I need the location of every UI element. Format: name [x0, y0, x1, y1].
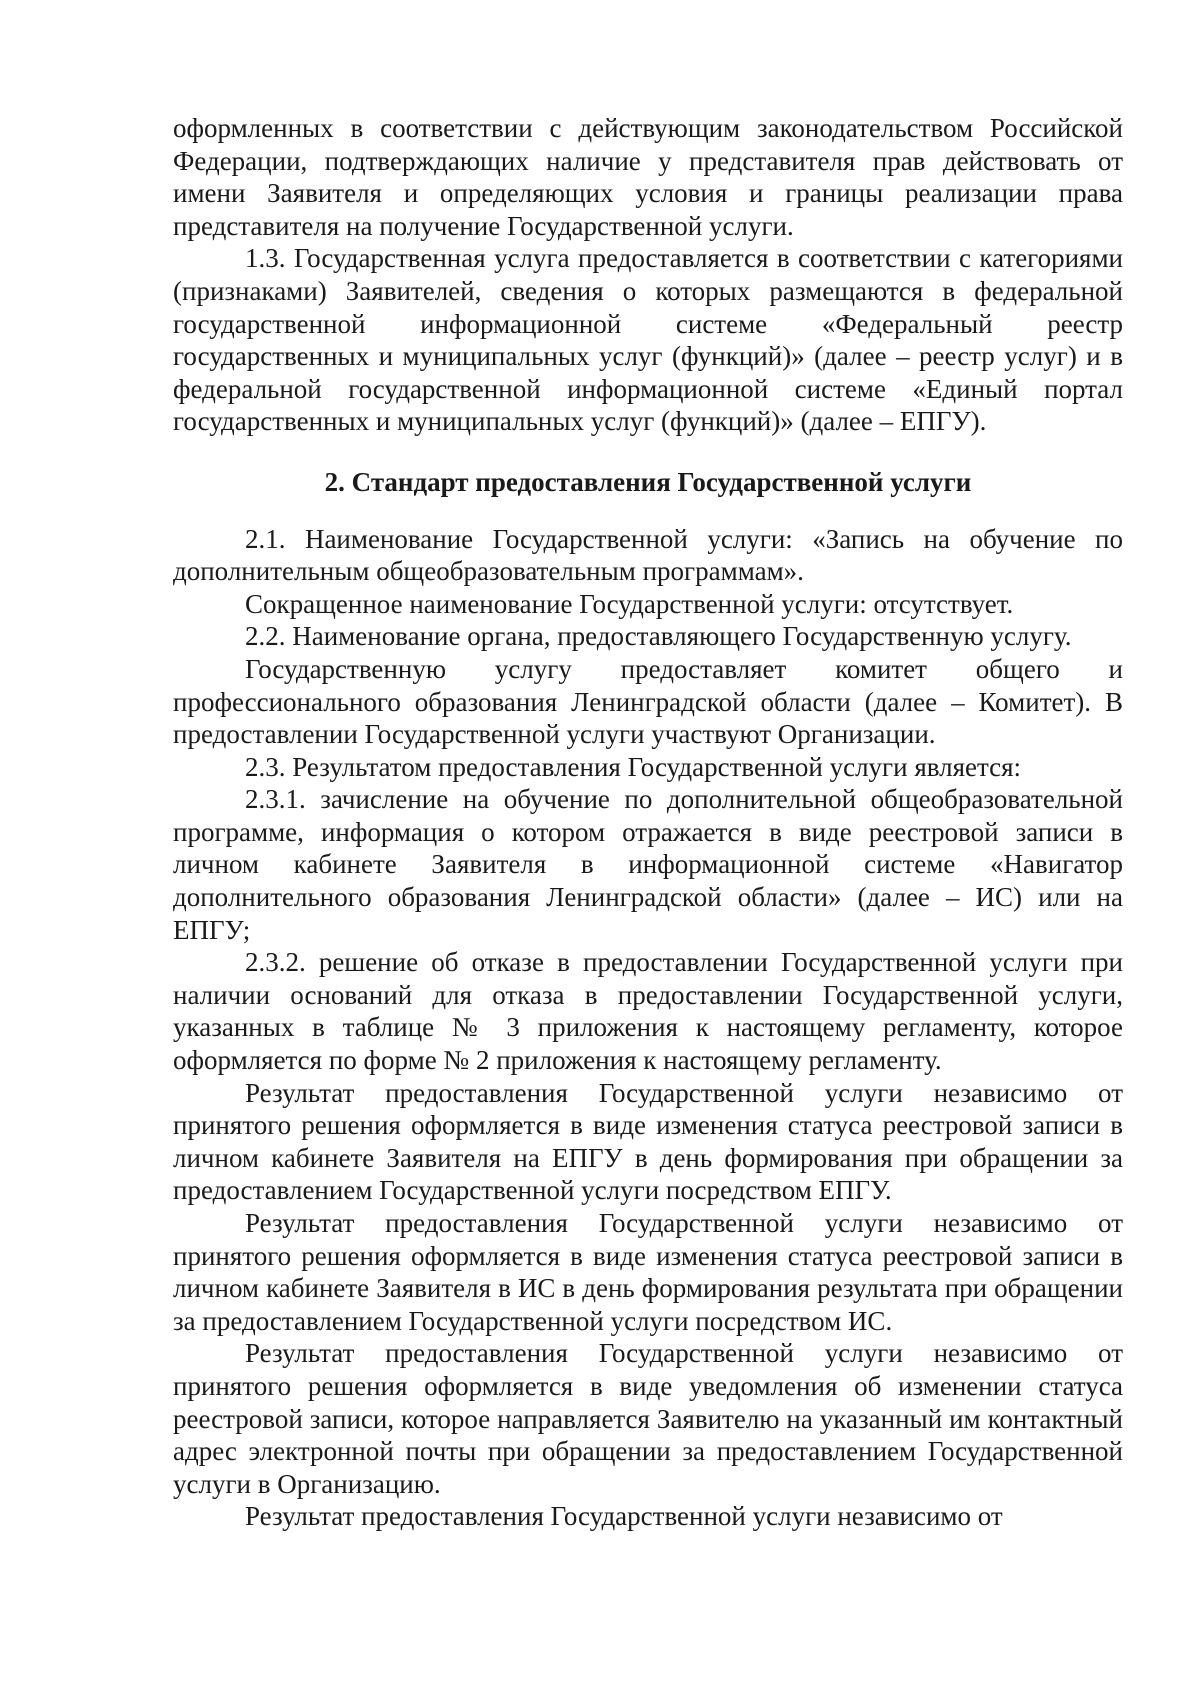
- paragraph-2-3: 2.3. Результатом предоставления Государственной услуги является:: [245, 751, 1022, 782]
- section-heading: 2. Стандарт предоставления Государственной услуги: [324, 466, 972, 497]
- paragraph-1-3: 1.3. Государственная услуга предоставляется в соответствии с категориями (признаками) Заявителей, сведения о которых размещаются в федеральной государственной информационной системе «Федеральный реестр государственных и муниципальных услуг (функций)» (далее – реестр услуг) и в федеральной государственной информационной системе «Единый портал государственных и муниципальных услуг (функций)» (далее – ЕПГУ).: [173, 243, 1123, 437]
- paragraph-result-epgu: Результат предоставления Государственной услуги независимо от принятого решения оформляется в виде изменения статуса реестровой записи в личном кабинете Заявителя на ЕПГУ в день формирования при обращении за предоставлением Государственной услуги посредством ЕПГУ.: [173, 1077, 1123, 1206]
- paragraph-continuation: оформленных в соответствии с действующим законодательством Российской Федерации, подтверждающих наличие у представителя прав действовать от имени Заявителя и определяющих условия и границы реализации права представителя на получение Государственной услуги.: [173, 113, 1123, 241]
- paragraph-provider: Государственную услугу предоставляет комитет общего и профессионального образования Ленинградской области (далее – Комитет). В предоставлении Государственной услуги участвуют Организации.: [173, 653, 1123, 750]
- paragraph-result-email: Результат предоставления Государственной услуги независимо от принятого решения оформляется в виде уведомления об изменении статуса реестровой записи, которое направляется Заявителю на указанный им контактный адрес электронной почты при обращении за предоставлением Государственной услуги в Организацию.: [173, 1338, 1123, 1499]
- paragraph-2-3-1: 2.3.1. зачисление на обучение по дополнительной общеобразовательной программе, информация о котором отражается в виде реестровой записи в личном кабинете Заявителя в информационной системе «Навигатор дополнительного образования Ленинградской области» (далее – ИС) или на ЕПГУ;: [173, 784, 1123, 945]
- paragraph-2-3-2: 2.3.2. решение об отказе в предоставлении Государственной услуги при наличии оснований для отказа в предоставлении Государственной услуги, указанных в таблице № 3 приложения к настоящему регламенту, которое оформляется по форме № 2 приложения к настоящему регламенту.: [173, 947, 1123, 1076]
- paragraph-2-2: 2.2. Наименование органа, предоставляющего Государственную услугу.: [245, 621, 1072, 652]
- paragraph-2-1: 2.1. Наименование Государственной услуги: «Запись на обучение по дополнительным общеобразовательным программам».: [173, 523, 1123, 587]
- paragraph-result-is: Результат предоставления Государственной услуги независимо от принятого решения оформляется в виде изменения статуса реестровой записи в личном кабинете Заявителя в ИС в день формирования результата при обращении за предоставлением Государственной услуги посредством ИС.: [173, 1208, 1123, 1336]
- paragraph-result-truncated: Результат предоставления Государственной услуги независимо от: [245, 1501, 1003, 1532]
- document-page: [173, 112, 1123, 1533]
- paragraph-short-name: Сокращенное наименование Государственной услуги: отсутствует.: [245, 588, 1014, 619]
